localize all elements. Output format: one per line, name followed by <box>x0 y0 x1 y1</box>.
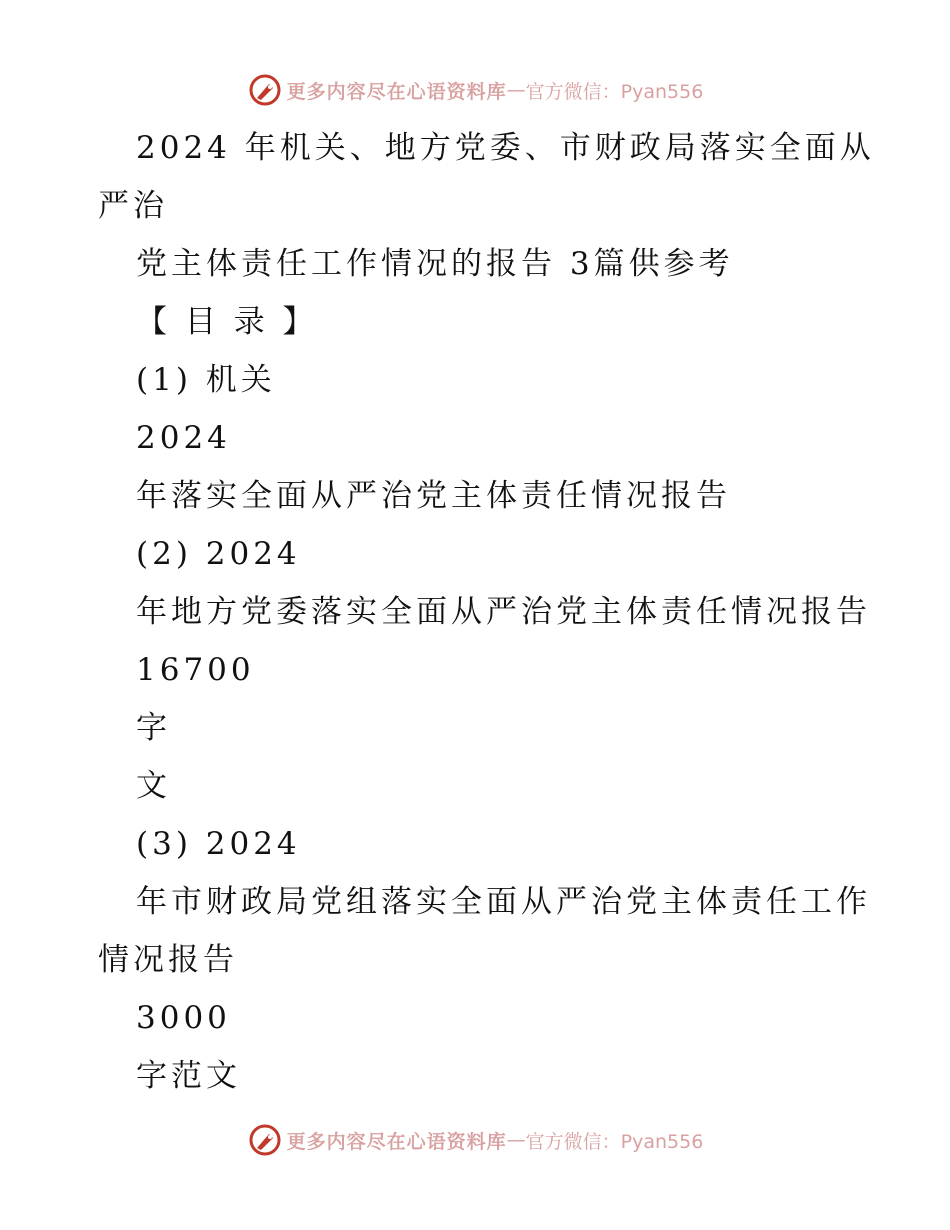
toc-item-1: (1) 机关 <box>136 362 276 398</box>
watermark-right-text: 官方微信：Pyan556 <box>525 1130 704 1153</box>
title-line-3: 党主体责任工作情况的报告 3篇供参考 <box>136 246 734 282</box>
toc-item-3-title-cont: 情况报告 <box>98 942 238 978</box>
watermark-separator: — <box>506 1129 526 1151</box>
title-line-2: 严治 <box>98 188 168 224</box>
watermark-left-text: 更多内容尽在心语资料库 <box>286 1130 507 1153</box>
toc-item-3-title: 年市财政局党组落实全面从严治党主体责任工作 <box>136 884 871 920</box>
header-watermark <box>0 70 950 110</box>
toc-item-2-title: 年地方党委落实全面从严治党主体责任情况报告 <box>136 594 871 630</box>
toc-item-2-suffix: 文 <box>136 768 171 804</box>
toc-item-3-count: 3000 <box>136 1000 231 1036</box>
toc-heading: 【 目 录 】 <box>136 304 318 340</box>
toc-item-1-year: 2024 <box>136 420 231 456</box>
toc-item-2-unit: 字 <box>136 710 171 746</box>
toc-item-1-title: 年落实全面从严治党主体责任情况报告 <box>136 478 731 514</box>
toc-item-3-suffix: 字范文 <box>136 1058 241 1094</box>
watermark-right-text: 官方微信：Pyan556 <box>525 80 704 103</box>
footer-watermark <box>0 1120 950 1160</box>
title-line-1: 2024 年机关、地方党委、市财政局落实全面从 <box>136 130 875 166</box>
watermark-left-text: 更多内容尽在心语资料库 <box>286 80 507 103</box>
pen-nib-circle-icon <box>247 1122 283 1158</box>
toc-item-3: (3) 2024 <box>136 826 301 862</box>
watermark-separator: — <box>506 79 526 101</box>
pen-nib-circle-icon <box>247 72 283 108</box>
toc-item-2-count: 16700 <box>136 652 255 688</box>
toc-item-2: (2) 2024 <box>136 536 301 572</box>
